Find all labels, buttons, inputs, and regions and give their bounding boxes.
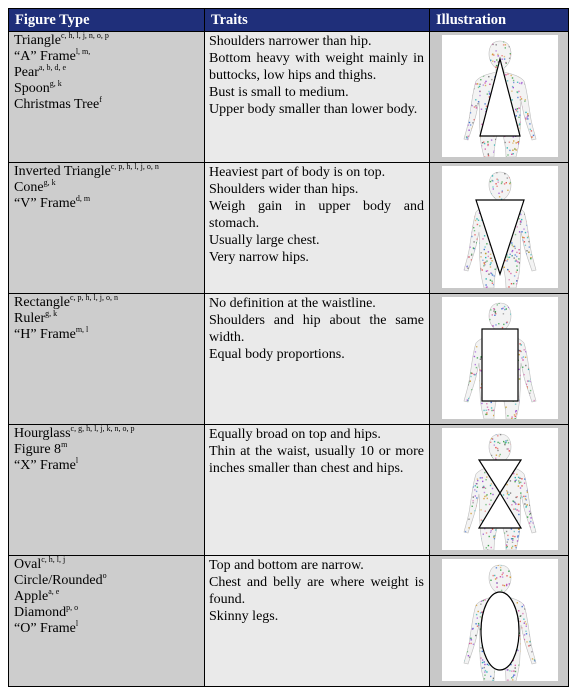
figure-name: [14, 180, 200, 196]
figure-name-citation: l: [75, 456, 79, 465]
figure-name: [14, 65, 200, 81]
body-shape-figure: [442, 166, 558, 288]
traits-cell: [205, 32, 430, 163]
figure-name: [14, 97, 200, 113]
illustration-cell: [430, 294, 569, 425]
trait-text: Shoulders and hip about the same width.: [209, 313, 424, 345]
table-row: [9, 294, 569, 425]
trait-text: No definition at the waistline.: [209, 296, 376, 311]
figure-name-citation: c, p, h, l, j, o, n: [69, 293, 118, 302]
figure-type-cell: [9, 425, 205, 556]
traits-cell: [205, 556, 430, 687]
figure-name-text: “H” Frame: [14, 327, 76, 342]
figure-name-citation: l: [75, 619, 79, 628]
figure-name-text: Inverted Triangle: [14, 164, 111, 179]
figure-name-text: Apple: [14, 589, 49, 604]
trait-text: Upper body smaller than lower body.: [209, 102, 418, 117]
trait-text: Equal body proportions.: [209, 347, 345, 362]
header-illustration: Illustration: [430, 9, 569, 32]
figure-name-citation: g, k: [45, 309, 58, 318]
figure-name-text: “O” Frame: [14, 621, 76, 636]
figure-name: [14, 295, 200, 311]
figure-name-citation: g, k: [49, 79, 62, 88]
illustration-cell: [430, 163, 569, 294]
traits-cell: [205, 294, 430, 425]
figure-name: [14, 589, 200, 605]
traits-cell: [205, 425, 430, 556]
figure-name-citation: c, g, h, l, j, k, n, o, p: [70, 424, 135, 433]
header-row: [9, 9, 569, 32]
figure-name: [14, 605, 200, 621]
body-shape-table: [8, 8, 569, 687]
illustration-cell: [430, 556, 569, 687]
trait-text: Heaviest part of body is on top.: [209, 165, 386, 180]
figure-name: [14, 81, 200, 97]
figure-name: [14, 458, 200, 474]
body-illustration: [442, 35, 558, 157]
trait-text: Shoulders narrower than hip.: [209, 34, 372, 49]
body-shape-figure: [442, 297, 558, 419]
body-illustration: [442, 428, 558, 550]
trait-text: Thin at the waist, usually 10 or more inches smaller than chest and hips.: [209, 444, 424, 476]
figure-name-text: Hourglass: [14, 426, 71, 441]
figure-name-citation: p, o: [66, 603, 79, 612]
figure-name-citation: g, k: [43, 178, 56, 187]
figure-name-text: Figure 8: [14, 442, 62, 457]
figure-name-citation: d, m: [75, 194, 91, 203]
figure-name-citation: c, p, h, l, j, o, n: [110, 162, 159, 171]
trait-text: Weigh gain in upper body and stomach.: [209, 199, 424, 231]
trait-text: Very narrow hips.: [209, 250, 309, 265]
figure-name: [14, 311, 200, 327]
figure-name-citation: o: [102, 571, 107, 580]
figure-name: [14, 557, 200, 573]
figure-name-text: “X” Frame: [14, 458, 76, 473]
traits-cell: [205, 163, 430, 294]
figure-name: [14, 196, 200, 212]
table-row: [9, 32, 569, 163]
figure-name-citation: m: [61, 440, 68, 449]
illustration-cell: [430, 32, 569, 163]
figure-name-citation: c, h, l, j, n, o, p: [60, 31, 109, 40]
trait-text: Bottom heavy with weight mainly in buttocks, low hips and thighs.: [209, 51, 424, 83]
figure-type-cell: [9, 294, 205, 425]
figure-type-cell: [9, 556, 205, 687]
figure-name-text: “A” Frame: [14, 49, 76, 64]
trait-text: Chest and belly are where weight is found.: [209, 575, 424, 607]
figure-name-citation: a, b, d, e: [38, 63, 66, 72]
figure-name-text: Pear: [14, 65, 39, 80]
figure-name-text: Rectangle: [14, 295, 70, 310]
illustration-cell: [430, 425, 569, 556]
table-row: [9, 556, 569, 687]
table-row: [9, 425, 569, 556]
body-illustration: [442, 559, 558, 681]
header-figure-type: Figure Type: [9, 9, 205, 32]
figure-name: [14, 426, 200, 442]
body-shape-figure: [442, 35, 558, 157]
figure-name-citation: f: [99, 95, 102, 104]
trait-text: Top and bottom are narrow.: [209, 558, 364, 573]
figure-name: [14, 621, 200, 637]
figure-name-text: Spoon: [14, 81, 50, 96]
trait-text: Equally broad on top and hips.: [209, 427, 381, 442]
trait-text: Skinny legs.: [209, 609, 279, 624]
figure-name-text: Christmas Tree: [14, 97, 100, 112]
figure-name: [14, 573, 200, 589]
figure-name-text: Triangle: [14, 33, 61, 48]
trait-text: Usually large chest.: [209, 233, 320, 248]
figure-name: [14, 33, 200, 49]
figure-name-text: Diamond: [14, 605, 67, 620]
body-illustration: [442, 166, 558, 288]
figure-name-citation: a, e: [48, 587, 60, 596]
figure-name-text: Oval: [14, 557, 42, 572]
body-shape-figure: [442, 559, 558, 681]
header-traits: Traits: [205, 9, 430, 32]
figure-name: [14, 442, 200, 458]
figure-name-citation: l, m,: [75, 47, 91, 56]
figure-type-cell: [9, 163, 205, 294]
figure-name-citation: c, h, l, j: [41, 555, 66, 564]
figure-name-text: Ruler: [14, 311, 46, 326]
oval-shape: [481, 592, 519, 670]
figure-name-text: “V” Frame: [14, 196, 76, 211]
body-illustration: [442, 297, 558, 419]
figure-name: [14, 164, 200, 180]
figure-name-text: Cone: [14, 180, 44, 195]
table-row: [9, 163, 569, 294]
figure-name-text: Circle/Rounded: [14, 573, 103, 588]
trait-text: Shoulders wider than hips.: [209, 182, 359, 197]
rectangle-shape: [482, 329, 518, 401]
figure-type-cell: [9, 32, 205, 163]
body-shape-figure: [442, 428, 558, 550]
figure-name-citation: m, l: [75, 325, 89, 334]
figure-name: [14, 327, 200, 343]
trait-text: Bust is small to medium.: [209, 85, 349, 100]
